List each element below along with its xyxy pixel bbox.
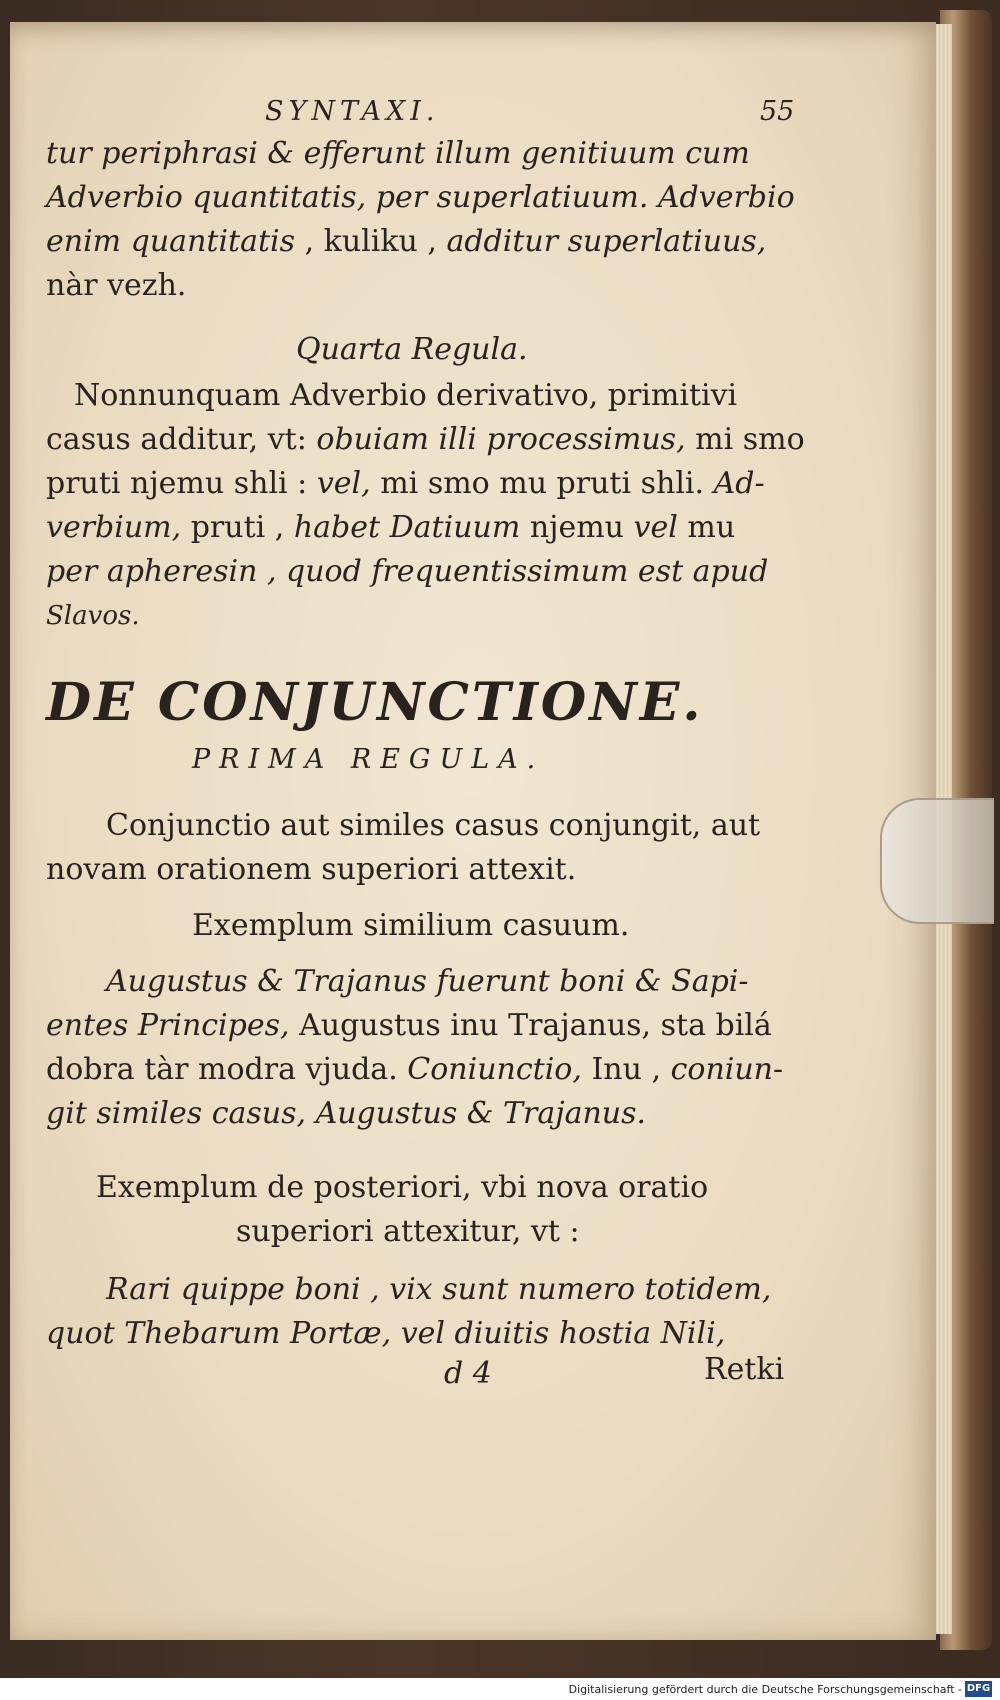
running-head: SYNTAXI.: [265, 96, 440, 127]
text-span: vel,: [316, 466, 371, 501]
text-line: nàr vezh.: [46, 268, 187, 303]
page-clip: [880, 798, 994, 924]
text-span: Ad-: [713, 466, 765, 501]
text-line: superiori attexitur, vt :: [236, 1214, 580, 1249]
text-line: tur periphrasi & efferunt illum genitiuum cum: [46, 136, 750, 171]
text-line: novam orationem superiori attexit.: [46, 852, 577, 887]
text-line: Exemplum de posteriori, vbi nova oratio: [96, 1170, 709, 1205]
text-line: [46, 420, 805, 460]
text-span: mi smo mu pruti shli.: [380, 466, 705, 501]
signature-mark: d 4: [444, 1356, 492, 1391]
text-line: [46, 222, 766, 262]
text-span: coniun-: [670, 1052, 784, 1087]
text-line: per apheresin , quod frequentissimum est apud: [46, 554, 769, 589]
text-span: obuiam illi processimus,: [316, 422, 686, 457]
page-number: 55: [760, 96, 795, 127]
text-span: casus additur, vt:: [46, 422, 307, 457]
text-span: enim quantitatis: [46, 224, 296, 259]
text-span: Augustus inu Trajanus, sta bilá: [299, 1008, 772, 1043]
catchword: Retki: [704, 1352, 785, 1387]
text-span: Coniunctio,: [407, 1052, 582, 1087]
example-title: Exemplum similium casuum.: [192, 908, 630, 943]
text-span: verbium,: [46, 510, 182, 545]
text-line: Augustus & Trajanus fuerunt boni & Sapi-: [106, 964, 749, 999]
text-span: mu: [687, 510, 736, 545]
text-line: [46, 508, 735, 548]
text-span: pruti ,: [190, 510, 285, 545]
digitization-credit: Digitalisierung gefördert durch die Deutsche Forschungsgemeinschaft -: [568, 1683, 962, 1696]
rule-title: Quarta Regula.: [296, 332, 528, 367]
text-line: [46, 1050, 783, 1090]
text-line: Rari quippe boni , vix sunt numero totidem,: [106, 1272, 772, 1307]
text-span: pruti njemu shli :: [46, 466, 308, 501]
section-heading: DE CONJUNCTIONE.: [46, 672, 704, 733]
text-line: Nonnunquam Adverbio derivativo, primitivi: [74, 378, 738, 413]
text-line: [46, 1006, 772, 1046]
text-span: habet Datiuum: [293, 510, 521, 545]
text-span: additur superlatiuus,: [446, 224, 767, 259]
text-line: Slavos.: [46, 601, 140, 631]
text-span: dobra tàr modra vjuda.: [46, 1052, 398, 1087]
section-subheading: PRIMA REGULA.: [192, 744, 545, 775]
text-line: [46, 464, 765, 504]
text-span: entes Principes,: [46, 1008, 290, 1043]
text-line: git similes casus, Augustus & Trajanus.: [46, 1096, 647, 1131]
text-line: Adverbio quantitatis, per superlatiuum. Adverbio: [46, 180, 795, 215]
text-span: njemu: [529, 510, 624, 545]
text-line: Conjunctio aut similes casus conjungit, aut: [106, 808, 761, 843]
text-span: mi smo: [695, 422, 805, 457]
text-span: , kuliku ,: [304, 224, 437, 259]
text-line: quot Thebarum Portæ, vel diuitis hostia Nili,: [46, 1316, 726, 1351]
text-span: vel: [633, 510, 678, 545]
dfg-logo: DFG: [965, 1681, 992, 1697]
text-span: Inu ,: [591, 1052, 662, 1087]
